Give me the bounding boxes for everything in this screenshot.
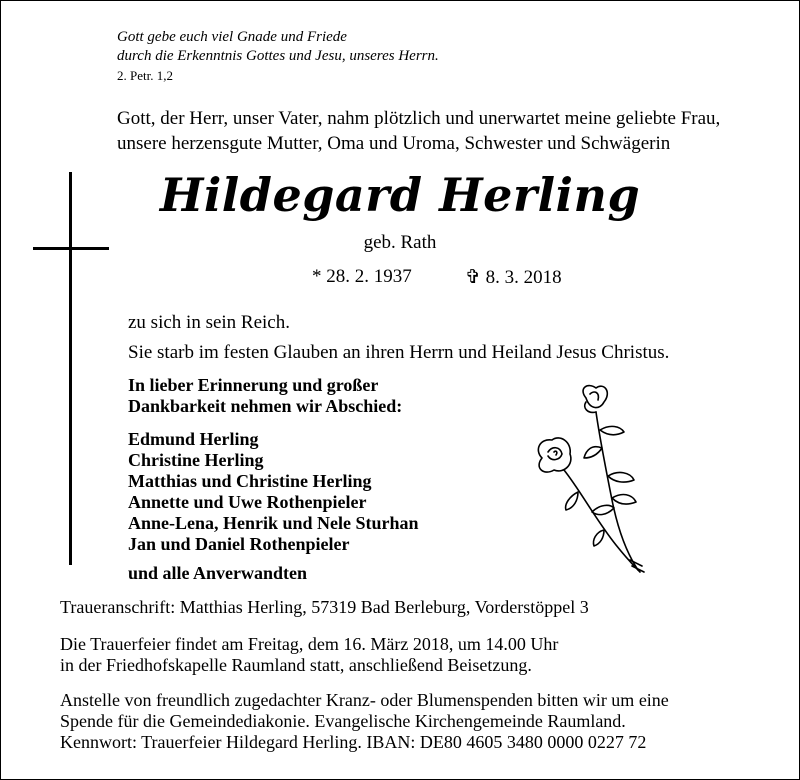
mourning-address: Traueranschrift: Matthias Herling, 57319 Bad Berleburg, Vorderstöppel 3 [60,597,589,617]
funeral-line-1: Die Trauerfeier findet am Freitag, dem 16. März 2018, um 14.00 Uhr [60,634,559,654]
body-line-2: Sie starb im festen Glauben an ihren Herrn und Heiland Jesus Christus. [128,342,670,363]
rose-icon [520,380,660,575]
donation-line-3: Kennwort: Trauerfeier Hildegard Herling. IBAN: DE80 4605 3480 0000 0227 72 [60,732,647,752]
birth-date: * 28. 2. 1937 [312,266,412,287]
mourner-2: Christine Herling [128,450,264,470]
deceased-name: Hildegard Herling [159,168,641,222]
mourner-6: Jan und Daniel Rothenpieler [128,534,350,554]
cross-icon [69,172,72,565]
donation-line-1: Anstelle von freundlich zugedachter Kranz- oder Blumenspenden bitten wir um eine [60,690,669,710]
funeral-line-2: in der Friedhofskapelle Raumland statt, anschließend Beisetzung. [60,655,532,675]
verse-reference: 2. Petr. 1,2 [117,68,173,83]
body-line-1: zu sich in sein Reich. [128,312,290,333]
farewell-line-2: Dankbarkeit nehmen wir Abschied: [128,396,403,416]
mourner-3: Matthias und Christine Herling [128,471,372,491]
relatives-line: und alle Anverwandten [128,563,308,583]
verse-line-2: durch die Erkenntnis Gottes und Jesu, unseres Herrn. [117,48,439,64]
birth-name: geb. Rath [363,232,437,253]
mourner-5: Anne-Lena, Henrik und Nele Sturhan [128,513,419,533]
death-date: ✞ 8. 3. 2018 [465,267,562,288]
farewell-line-1: In lieber Erinnerung und großer [128,375,379,395]
intro-line-2: unsere herzensgute Mutter, Oma und Uroma, Schwester und Schwägerin [117,133,671,154]
mourner-1: Edmund Herling [128,429,259,449]
intro-line-1: Gott, der Herr, unser Vater, nahm plötzlich und unerwartet meine geliebte Frau, [117,108,721,129]
donation-line-2: Spende für die Gemeindediakonie. Evangelische Kirchengemeinde Raumland. [60,711,626,731]
mourner-4: Annette und Uwe Rothenpieler [128,492,367,512]
verse-line-1: Gott gebe euch viel Gnade und Friede [117,29,347,45]
